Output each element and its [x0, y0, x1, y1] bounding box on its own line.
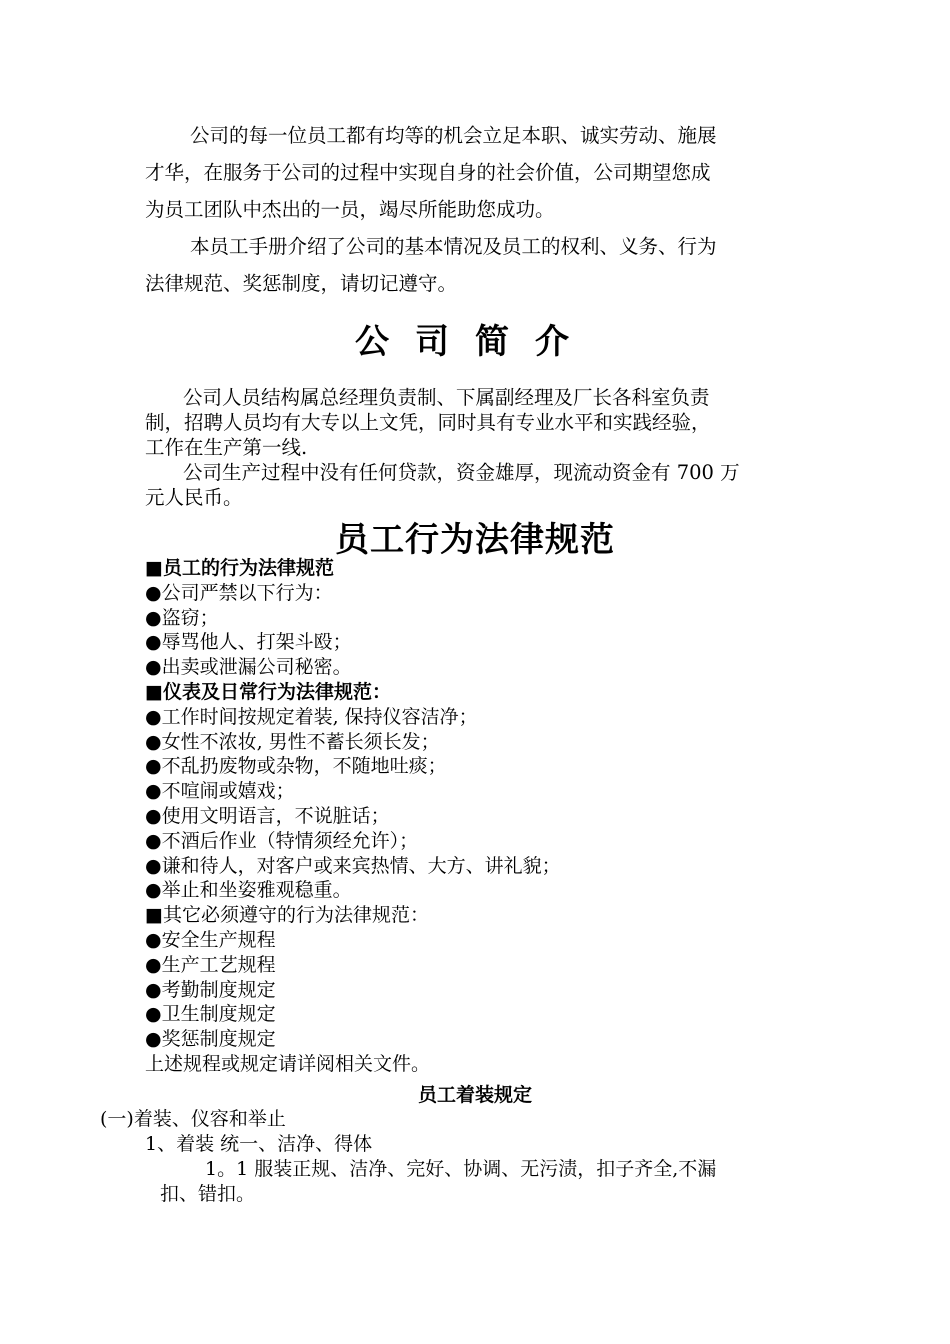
dress-item-1-1-1-line-1: 1。1 服装正规、洁净、完好、协调、无污渍，扣子齐全,不漏 [205, 1158, 717, 1180]
list-item: ●不喧闹或嬉戏； [145, 780, 295, 803]
company-intro-title: 公司简介 [355, 322, 595, 362]
list-item: ●使用文明语言，不说脏话； [145, 804, 390, 827]
list-item: ●安全生产规程 [145, 928, 276, 951]
conduct-note: 上述规程或规定请详阅相关文件。 [145, 1052, 431, 1075]
intro-paragraph-2-line-2: 法律规范、奖惩制度，请切记遵守。 [145, 272, 458, 295]
intro-paragraph-1-line-3: 为员工团队中杰出的一员，竭尽所能助您成功。 [145, 198, 555, 221]
list-item: ●出卖或泄漏公司秘密。 [145, 656, 352, 679]
conduct-list [145, 556, 561, 1077]
dress-item-1: (一)着装、仪容和举止 [100, 1108, 286, 1130]
company-paragraph-2-line-2: 元人民币。 [145, 486, 243, 509]
dress-code-title: 员工着装规定 [417, 1084, 532, 1106]
list-item: ●盗窃； [145, 606, 219, 629]
list-item: ●生产工艺规程 [145, 953, 276, 976]
list-item: ●女性不浓妆, 男性不蓄长须长发； [145, 730, 440, 753]
intro-paragraph-1-line-2: 才华，在服务于公司的过程中实现自身的社会价值，公司期望您成 [145, 161, 711, 184]
company-paragraph-1-line-3: 工作在生产第一线. [145, 436, 308, 459]
dress-item-1-1-1-line-2: 扣、错扣。 [160, 1183, 256, 1205]
conduct-heading: ■仪表及日常行为法律规范： [145, 680, 391, 703]
list-item: ●奖惩制度规定 [145, 1028, 276, 1051]
list-item: ●不乱扔废物或杂物，不随地吐痰； [145, 755, 447, 778]
conduct-heading: ■员工的行为法律规范 [145, 557, 334, 579]
list-item: ●不酒后作业（特情须经允许）； [145, 829, 419, 852]
list-item: ●公司严禁以下行为： [145, 581, 333, 604]
intro-paragraph-1-line-1: 公司的每一位员工都有均等的机会立足本职、诚实劳动、施展 [190, 124, 717, 147]
list-item: ●工作时间按规定着装, 保持仪容洁净； [145, 705, 478, 728]
list-item: ●谦和待人，对客户或来宾热情、大方、讲礼貌； [145, 854, 561, 877]
conduct-title: 员工行为法律规范 [335, 520, 615, 560]
conduct-heading: ■其它必须遵守的行为法律规范： [145, 904, 429, 927]
list-item: ●辱骂他人、打架斗殴； [145, 631, 352, 654]
list-item: ●举止和坐姿雅观稳重。 [145, 879, 352, 902]
dress-item-1-1: 1、着装 统一、洁净、得体 [145, 1133, 373, 1155]
list-item: ●考勤制度规定 [145, 978, 276, 1001]
company-paragraph-1-line-2: 制，招聘人员均有大专以上文凭，同时具有专业水平和实践经验， [145, 411, 711, 434]
list-item: ●卫生制度规定 [145, 1003, 276, 1026]
company-paragraph-1-line-1: 公司人员结构属总经理负责制、下属副经理及厂长各科室负责 [183, 386, 710, 409]
intro-paragraph-2-line-1: 本员工手册介绍了公司的基本情况及员工的权利、义务、行为 [190, 235, 717, 258]
company-paragraph-2-line-1: 公司生产过程中没有任何贷款，资金雄厚，现流动资金有 700 万 [183, 461, 740, 484]
